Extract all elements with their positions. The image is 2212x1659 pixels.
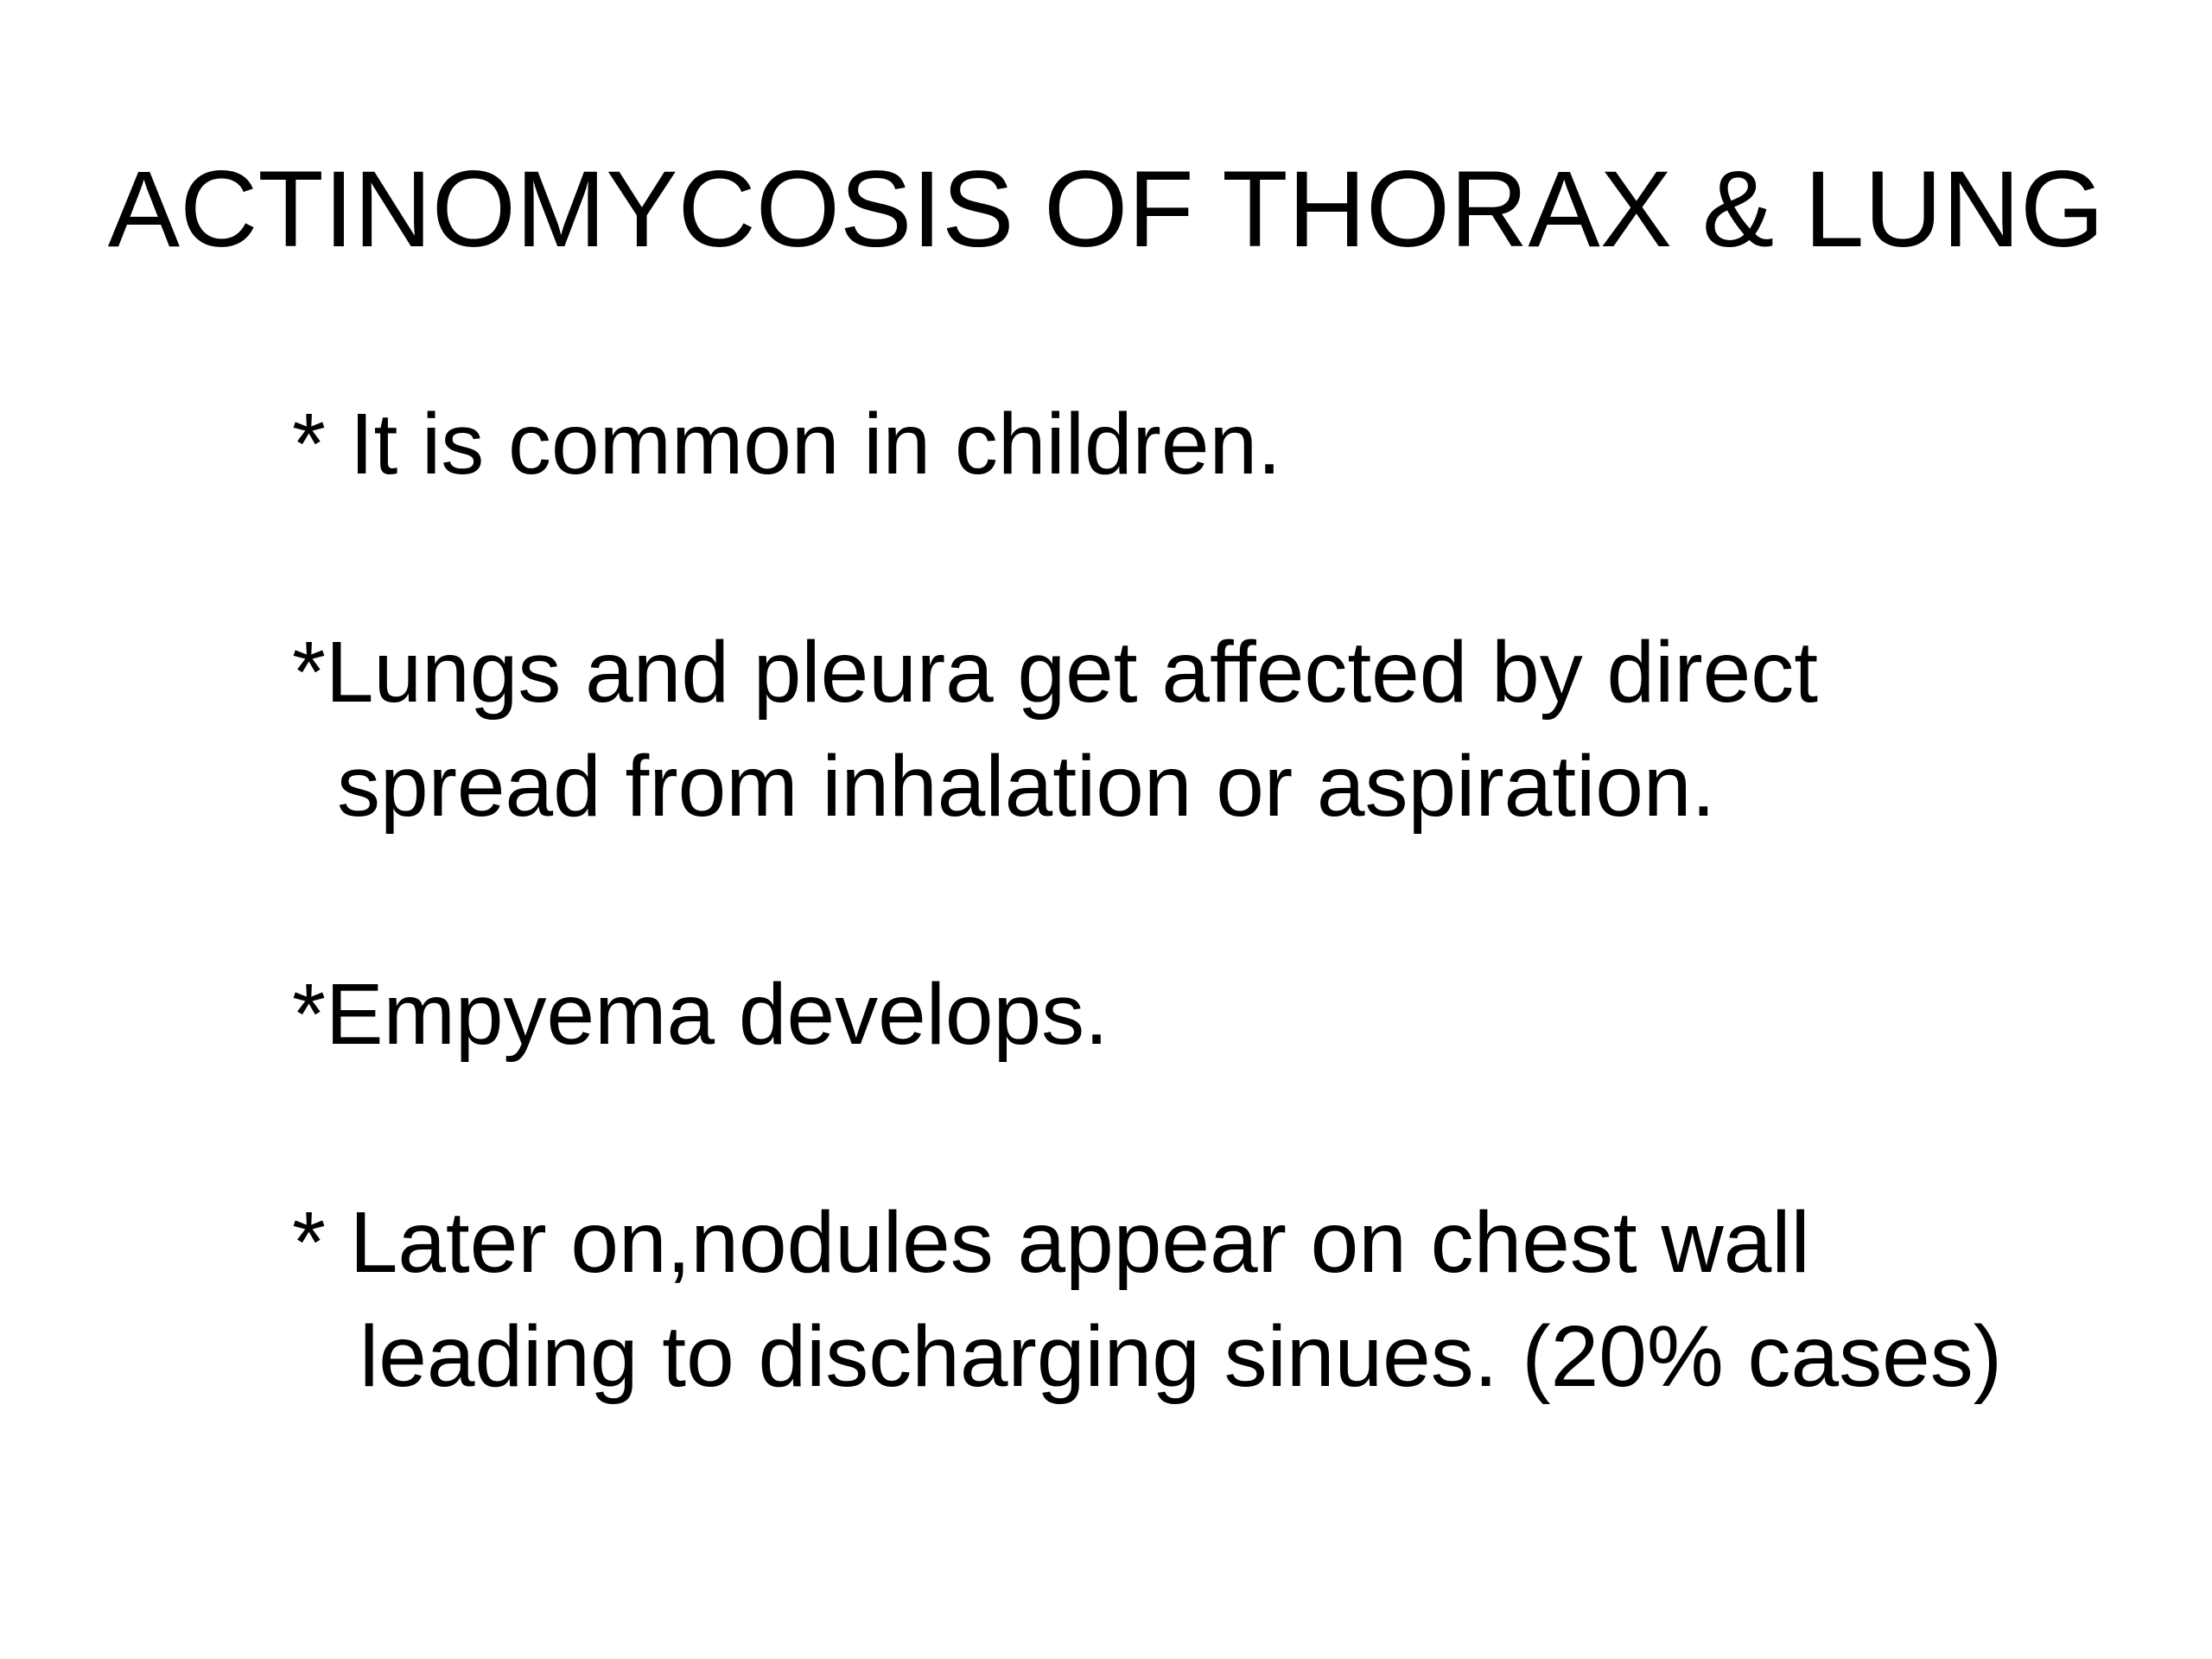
bullet-line: * Later on,nodules appear on chest wall: [292, 1194, 1810, 1291]
bullet-line: *Empyema develops.: [292, 966, 1109, 1063]
bullet-line-continuation: leading to discharging sinues. (20% cases): [359, 1308, 2003, 1405]
bullet-nodules: [292, 1185, 2002, 1414]
bullet-common-in-children: [292, 387, 1281, 501]
bullet-line: *Lungs and pleura get affected by direct: [292, 624, 1819, 721]
bullet-line-continuation: spread from inhalation or aspiration.: [337, 738, 1716, 835]
bullet-lungs-pleura: [292, 615, 1818, 843]
slide-title: ACTINOMYCOSIS OF THORAX & LUNG: [107, 149, 2105, 270]
bullet-empyema: [292, 957, 1109, 1071]
bullet-line: * It is common in children.: [292, 396, 1281, 493]
